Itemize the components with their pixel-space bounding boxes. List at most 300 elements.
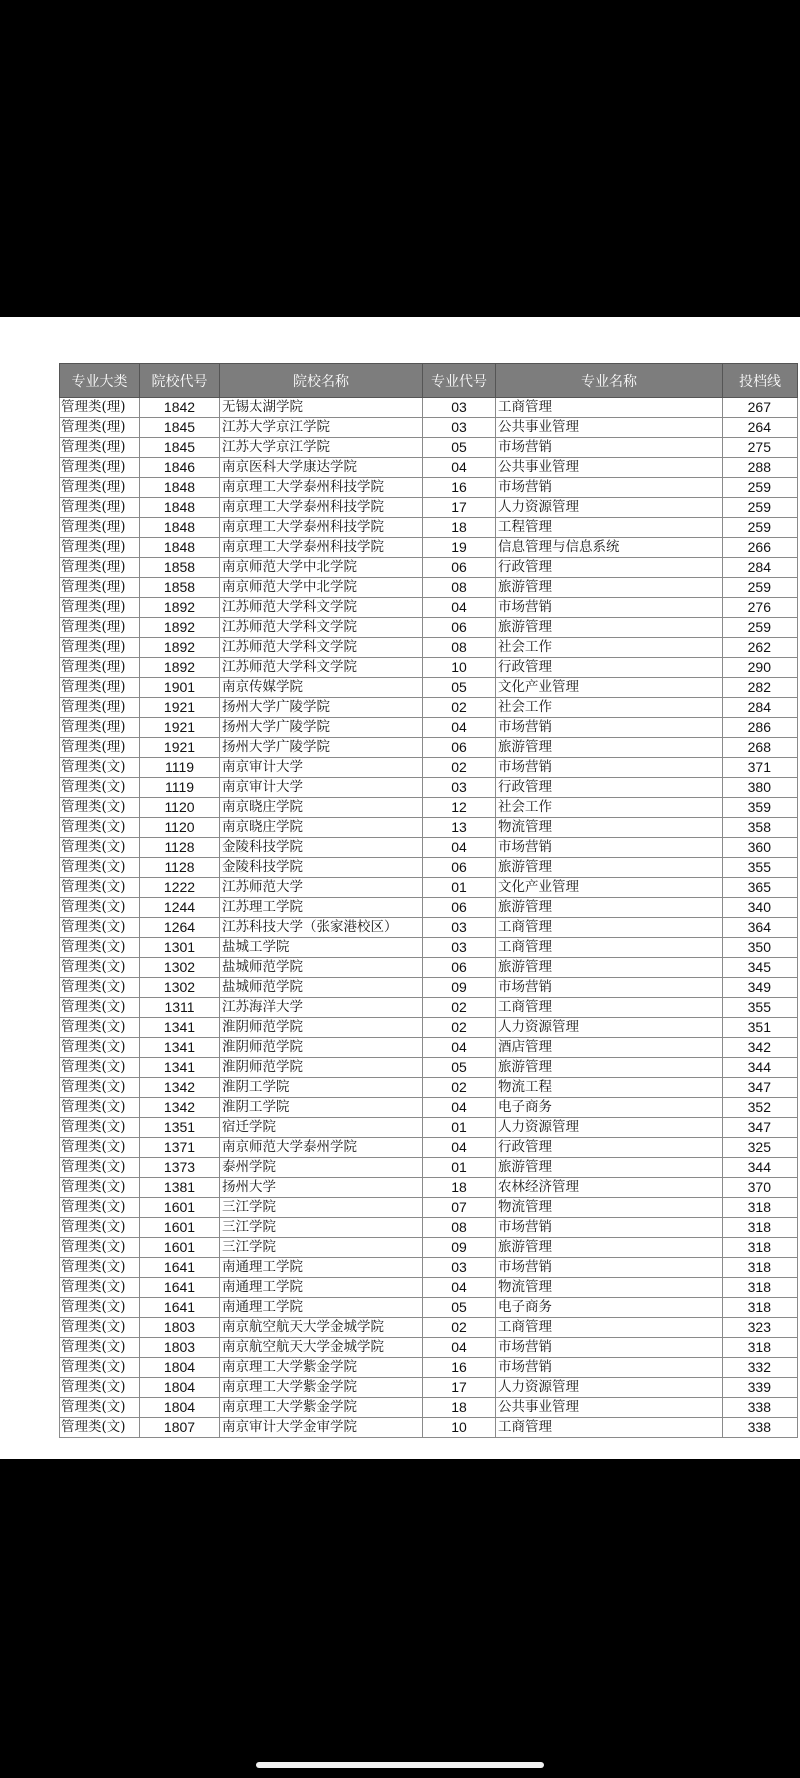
- major-code-cell: 05: [423, 1298, 496, 1318]
- table-row: [60, 1418, 798, 1438]
- major-code-cell: 04: [423, 838, 496, 858]
- score-cell: 359: [723, 798, 798, 818]
- school-name-cell: 盐城师范学院: [220, 958, 423, 978]
- major-name-cell: 市场营销: [496, 1358, 723, 1378]
- table-row: [60, 978, 798, 998]
- major-name-cell: 酒店管理: [496, 1038, 723, 1058]
- major-code-cell: 04: [423, 458, 496, 478]
- score-cell: 355: [723, 858, 798, 878]
- school-name-cell: 南京审计大学: [220, 778, 423, 798]
- table-row: [60, 1278, 798, 1298]
- school-name-cell: 南京理工大学泰州科技学院: [220, 478, 423, 498]
- category-cell: 管理类(文): [60, 798, 140, 818]
- school-code-cell: 1845: [140, 438, 220, 458]
- school-name-cell: 盐城师范学院: [220, 978, 423, 998]
- major-name-cell: 市场营销: [496, 978, 723, 998]
- school-name-cell: 三江学院: [220, 1218, 423, 1238]
- major-name-cell: 电子商务: [496, 1298, 723, 1318]
- category-cell: 管理类(理): [60, 398, 140, 418]
- major-name-cell: 市场营销: [496, 1218, 723, 1238]
- major-code-cell: 17: [423, 1378, 496, 1398]
- school-name-cell: 江苏师范大学科文学院: [220, 618, 423, 638]
- table-row: [60, 1118, 798, 1138]
- category-cell: 管理类(文): [60, 1058, 140, 1078]
- school-code-cell: 1892: [140, 638, 220, 658]
- category-cell: 管理类(文): [60, 1118, 140, 1138]
- major-code-cell: 06: [423, 738, 496, 758]
- school-name-cell: 金陵科技学院: [220, 858, 423, 878]
- score-cell: 338: [723, 1398, 798, 1418]
- school-name-cell: 南京理工大学紫金学院: [220, 1378, 423, 1398]
- table-row: [60, 818, 798, 838]
- school-code-cell: 1128: [140, 838, 220, 858]
- score-cell: 262: [723, 638, 798, 658]
- school-name-cell: 江苏科技大学（张家港校区）: [220, 918, 423, 938]
- header-school-code: 院校代号: [140, 364, 220, 398]
- school-code-cell: 1921: [140, 718, 220, 738]
- table-row: [60, 1198, 798, 1218]
- category-cell: 管理类(文): [60, 1158, 140, 1178]
- table-row: [60, 418, 798, 438]
- school-name-cell: 南京理工大学泰州科技学院: [220, 538, 423, 558]
- major-code-cell: 04: [423, 1038, 496, 1058]
- school-code-cell: 1341: [140, 1038, 220, 1058]
- table-row: [60, 1078, 798, 1098]
- school-code-cell: 1381: [140, 1178, 220, 1198]
- category-cell: 管理类(文): [60, 898, 140, 918]
- major-code-cell: 18: [423, 1398, 496, 1418]
- school-name-cell: 淮阴师范学院: [220, 1038, 423, 1058]
- score-cell: 282: [723, 678, 798, 698]
- major-name-cell: 人力资源管理: [496, 1018, 723, 1038]
- major-name-cell: 行政管理: [496, 558, 723, 578]
- school-code-cell: 1128: [140, 858, 220, 878]
- major-code-cell: 01: [423, 878, 496, 898]
- major-code-cell: 18: [423, 518, 496, 538]
- major-name-cell: 文化产业管理: [496, 878, 723, 898]
- major-code-cell: 02: [423, 998, 496, 1018]
- major-code-cell: 03: [423, 918, 496, 938]
- major-code-cell: 02: [423, 758, 496, 778]
- category-cell: 管理类(文): [60, 778, 140, 798]
- school-name-cell: 盐城工学院: [220, 938, 423, 958]
- major-code-cell: 05: [423, 438, 496, 458]
- school-code-cell: 1803: [140, 1318, 220, 1338]
- school-code-cell: 1601: [140, 1238, 220, 1258]
- school-code-cell: 1848: [140, 498, 220, 518]
- school-code-cell: 1641: [140, 1278, 220, 1298]
- major-name-cell: 电子商务: [496, 1098, 723, 1118]
- major-name-cell: 旅游管理: [496, 1238, 723, 1258]
- score-cell: 268: [723, 738, 798, 758]
- score-cell: 275: [723, 438, 798, 458]
- major-name-cell: 旅游管理: [496, 1158, 723, 1178]
- major-name-cell: 市场营销: [496, 718, 723, 738]
- major-code-cell: 13: [423, 818, 496, 838]
- school-code-cell: 1120: [140, 798, 220, 818]
- major-code-cell: 12: [423, 798, 496, 818]
- school-code-cell: 1641: [140, 1258, 220, 1278]
- table-row: [60, 1338, 798, 1358]
- school-code-cell: 1601: [140, 1198, 220, 1218]
- score-cell: 355: [723, 998, 798, 1018]
- category-cell: 管理类(文): [60, 838, 140, 858]
- school-code-cell: 1342: [140, 1098, 220, 1118]
- school-code-cell: 1302: [140, 958, 220, 978]
- school-code-cell: 1119: [140, 758, 220, 778]
- table-body: [60, 398, 798, 1438]
- school-code-cell: 1858: [140, 578, 220, 598]
- score-cell: 318: [723, 1338, 798, 1358]
- table-row: [60, 598, 798, 618]
- table-row: [60, 1018, 798, 1038]
- category-cell: 管理类(文): [60, 1298, 140, 1318]
- category-cell: 管理类(理): [60, 478, 140, 498]
- score-cell: 259: [723, 498, 798, 518]
- category-cell: 管理类(理): [60, 498, 140, 518]
- score-cell: 318: [723, 1198, 798, 1218]
- score-cell: 358: [723, 818, 798, 838]
- school-name-cell: 南通理工学院: [220, 1258, 423, 1278]
- table-header-row: [60, 364, 798, 398]
- category-cell: 管理类(文): [60, 1198, 140, 1218]
- category-cell: 管理类(理): [60, 538, 140, 558]
- category-cell: 管理类(文): [60, 918, 140, 938]
- score-cell: 276: [723, 598, 798, 618]
- school-code-cell: 1892: [140, 598, 220, 618]
- score-cell: 380: [723, 778, 798, 798]
- score-cell: 339: [723, 1378, 798, 1398]
- major-name-cell: 社会工作: [496, 698, 723, 718]
- table-row: [60, 718, 798, 738]
- table-row: [60, 798, 798, 818]
- category-cell: 管理类(文): [60, 1278, 140, 1298]
- category-cell: 管理类(理): [60, 698, 140, 718]
- major-code-cell: 02: [423, 698, 496, 718]
- school-name-cell: 南京审计大学: [220, 758, 423, 778]
- school-code-cell: 1846: [140, 458, 220, 478]
- score-cell: 340: [723, 898, 798, 918]
- school-name-cell: 南京理工大学紫金学院: [220, 1358, 423, 1378]
- school-name-cell: 南京师范大学中北学院: [220, 558, 423, 578]
- table-row: [60, 578, 798, 598]
- table-row: [60, 698, 798, 718]
- category-cell: 管理类(文): [60, 998, 140, 1018]
- home-indicator: [256, 1762, 544, 1768]
- table-row: [60, 1038, 798, 1058]
- major-code-cell: 05: [423, 678, 496, 698]
- score-cell: 349: [723, 978, 798, 998]
- category-cell: 管理类(文): [60, 978, 140, 998]
- score-cell: 259: [723, 518, 798, 538]
- school-name-cell: 南通理工学院: [220, 1278, 423, 1298]
- table-row: [60, 638, 798, 658]
- major-code-cell: 04: [423, 1338, 496, 1358]
- school-name-cell: 江苏师范大学科文学院: [220, 598, 423, 618]
- school-code-cell: 1342: [140, 1078, 220, 1098]
- major-code-cell: 05: [423, 1058, 496, 1078]
- major-code-cell: 18: [423, 1178, 496, 1198]
- major-code-cell: 03: [423, 398, 496, 418]
- category-cell: 管理类(文): [60, 758, 140, 778]
- major-name-cell: 市场营销: [496, 758, 723, 778]
- major-code-cell: 03: [423, 418, 496, 438]
- major-code-cell: 19: [423, 538, 496, 558]
- school-name-cell: 南通理工学院: [220, 1298, 423, 1318]
- school-code-cell: 1264: [140, 918, 220, 938]
- table-row: [60, 1238, 798, 1258]
- major-code-cell: 01: [423, 1118, 496, 1138]
- score-cell: 284: [723, 698, 798, 718]
- school-code-cell: 1311: [140, 998, 220, 1018]
- category-cell: 管理类(理): [60, 418, 140, 438]
- major-code-cell: 16: [423, 478, 496, 498]
- score-cell: 371: [723, 758, 798, 778]
- major-code-cell: 10: [423, 658, 496, 678]
- table-row: [60, 658, 798, 678]
- category-cell: 管理类(文): [60, 1238, 140, 1258]
- score-cell: 266: [723, 538, 798, 558]
- category-cell: 管理类(文): [60, 1258, 140, 1278]
- table-row: [60, 1298, 798, 1318]
- major-code-cell: 10: [423, 1418, 496, 1438]
- category-cell: 管理类(理): [60, 718, 140, 738]
- score-cell: 318: [723, 1298, 798, 1318]
- major-code-cell: 04: [423, 718, 496, 738]
- category-cell: 管理类(文): [60, 1138, 140, 1158]
- school-code-cell: 1804: [140, 1358, 220, 1378]
- table-row: [60, 1358, 798, 1378]
- school-name-cell: 淮阴师范学院: [220, 1058, 423, 1078]
- major-name-cell: 工商管理: [496, 1318, 723, 1338]
- school-code-cell: 1848: [140, 478, 220, 498]
- school-name-cell: 江苏师范大学科文学院: [220, 638, 423, 658]
- major-code-cell: 06: [423, 898, 496, 918]
- school-code-cell: 1351: [140, 1118, 220, 1138]
- table-row: [60, 858, 798, 878]
- table-row: [60, 1058, 798, 1078]
- major-name-cell: 旅游管理: [496, 858, 723, 878]
- major-name-cell: 工商管理: [496, 938, 723, 958]
- school-code-cell: 1892: [140, 658, 220, 678]
- school-name-cell: 扬州大学广陵学院: [220, 718, 423, 738]
- school-name-cell: 南京航空航天大学金城学院: [220, 1318, 423, 1338]
- table-row: [60, 518, 798, 538]
- major-code-cell: 04: [423, 1098, 496, 1118]
- table-row: [60, 1398, 798, 1418]
- school-code-cell: 1892: [140, 618, 220, 638]
- major-name-cell: 公共事业管理: [496, 458, 723, 478]
- school-code-cell: 1371: [140, 1138, 220, 1158]
- major-name-cell: 文化产业管理: [496, 678, 723, 698]
- major-code-cell: 01: [423, 1158, 496, 1178]
- school-name-cell: 江苏海洋大学: [220, 998, 423, 1018]
- category-cell: 管理类(理): [60, 678, 140, 698]
- major-code-cell: 06: [423, 958, 496, 978]
- school-code-cell: 1842: [140, 398, 220, 418]
- table-row: [60, 1258, 798, 1278]
- school-code-cell: 1120: [140, 818, 220, 838]
- major-code-cell: 09: [423, 1238, 496, 1258]
- school-code-cell: 1302: [140, 978, 220, 998]
- major-name-cell: 旅游管理: [496, 898, 723, 918]
- major-name-cell: 市场营销: [496, 1338, 723, 1358]
- major-name-cell: 市场营销: [496, 478, 723, 498]
- school-name-cell: 南京理工大学紫金学院: [220, 1398, 423, 1418]
- major-name-cell: 工商管理: [496, 398, 723, 418]
- table-row: [60, 438, 798, 458]
- table-row: [60, 458, 798, 478]
- school-name-cell: 南京航空航天大学金城学院: [220, 1338, 423, 1358]
- school-code-cell: 1222: [140, 878, 220, 898]
- category-cell: 管理类(文): [60, 878, 140, 898]
- score-cell: 370: [723, 1178, 798, 1198]
- table-row: [60, 1378, 798, 1398]
- score-cell: 259: [723, 618, 798, 638]
- major-name-cell: 市场营销: [496, 438, 723, 458]
- major-name-cell: 物流管理: [496, 818, 723, 838]
- header-score-line: 投档线: [723, 364, 798, 398]
- school-name-cell: 南京晓庄学院: [220, 798, 423, 818]
- major-code-cell: 17: [423, 498, 496, 518]
- major-code-cell: 02: [423, 1018, 496, 1038]
- school-name-cell: 无锡太湖学院: [220, 398, 423, 418]
- score-cell: 344: [723, 1158, 798, 1178]
- major-name-cell: 市场营销: [496, 838, 723, 858]
- major-code-cell: 03: [423, 778, 496, 798]
- category-cell: 管理类(文): [60, 938, 140, 958]
- major-code-cell: 08: [423, 578, 496, 598]
- school-name-cell: 三江学院: [220, 1238, 423, 1258]
- major-name-cell: 公共事业管理: [496, 418, 723, 438]
- school-name-cell: 江苏大学京江学院: [220, 438, 423, 458]
- school-name-cell: 南京理工大学泰州科技学院: [220, 518, 423, 538]
- major-name-cell: 旅游管理: [496, 738, 723, 758]
- score-cell: 323: [723, 1318, 798, 1338]
- score-cell: 352: [723, 1098, 798, 1118]
- score-cell: 364: [723, 918, 798, 938]
- school-name-cell: 淮阴师范学院: [220, 1018, 423, 1038]
- school-name-cell: 金陵科技学院: [220, 838, 423, 858]
- school-code-cell: 1244: [140, 898, 220, 918]
- score-cell: 318: [723, 1238, 798, 1258]
- school-name-cell: 江苏师范大学科文学院: [220, 658, 423, 678]
- category-cell: 管理类(文): [60, 1018, 140, 1038]
- school-code-cell: 1301: [140, 938, 220, 958]
- document-photo: [0, 317, 800, 1459]
- school-code-cell: 1858: [140, 558, 220, 578]
- school-name-cell: 江苏理工学院: [220, 898, 423, 918]
- school-code-cell: 1921: [140, 738, 220, 758]
- school-code-cell: 1804: [140, 1378, 220, 1398]
- score-cell: 318: [723, 1218, 798, 1238]
- category-cell: 管理类(理): [60, 658, 140, 678]
- category-cell: 管理类(理): [60, 598, 140, 618]
- category-cell: 管理类(文): [60, 1398, 140, 1418]
- score-cell: 267: [723, 398, 798, 418]
- admission-score-table: [59, 363, 798, 1438]
- table-row: [60, 498, 798, 518]
- major-name-cell: 工商管理: [496, 918, 723, 938]
- header-school-name: 院校名称: [220, 364, 423, 398]
- school-name-cell: 泰州学院: [220, 1158, 423, 1178]
- school-name-cell: 江苏师范大学: [220, 878, 423, 898]
- table-row: [60, 1098, 798, 1118]
- school-name-cell: 南京师范大学中北学院: [220, 578, 423, 598]
- score-cell: 365: [723, 878, 798, 898]
- major-name-cell: 人力资源管理: [496, 1118, 723, 1138]
- major-code-cell: 04: [423, 1138, 496, 1158]
- major-name-cell: 旅游管理: [496, 618, 723, 638]
- major-code-cell: 04: [423, 598, 496, 618]
- table-row: [60, 398, 798, 418]
- category-cell: 管理类(文): [60, 858, 140, 878]
- score-cell: 325: [723, 1138, 798, 1158]
- table-row: [60, 758, 798, 778]
- table-row: [60, 1318, 798, 1338]
- major-code-cell: 07: [423, 1198, 496, 1218]
- school-name-cell: 淮阴工学院: [220, 1098, 423, 1118]
- major-name-cell: 旅游管理: [496, 578, 723, 598]
- school-code-cell: 1373: [140, 1158, 220, 1178]
- category-cell: 管理类(文): [60, 1178, 140, 1198]
- major-name-cell: 工程管理: [496, 518, 723, 538]
- school-name-cell: 南京传媒学院: [220, 678, 423, 698]
- school-code-cell: 1845: [140, 418, 220, 438]
- school-code-cell: 1807: [140, 1418, 220, 1438]
- table-row: [60, 958, 798, 978]
- major-name-cell: 市场营销: [496, 598, 723, 618]
- school-name-cell: 扬州大学广陵学院: [220, 738, 423, 758]
- category-cell: 管理类(文): [60, 1318, 140, 1338]
- score-cell: 288: [723, 458, 798, 478]
- score-cell: 347: [723, 1078, 798, 1098]
- header-major-name: 专业名称: [496, 364, 723, 398]
- category-cell: 管理类(理): [60, 438, 140, 458]
- major-code-cell: 08: [423, 638, 496, 658]
- category-cell: 管理类(文): [60, 1358, 140, 1378]
- major-name-cell: 社会工作: [496, 798, 723, 818]
- school-name-cell: 南京理工大学泰州科技学院: [220, 498, 423, 518]
- score-cell: 342: [723, 1038, 798, 1058]
- score-cell: 284: [723, 558, 798, 578]
- table-row: [60, 918, 798, 938]
- major-code-cell: 02: [423, 1078, 496, 1098]
- category-cell: 管理类(文): [60, 958, 140, 978]
- category-cell: 管理类(文): [60, 1038, 140, 1058]
- school-name-cell: 南京审计大学金审学院: [220, 1418, 423, 1438]
- major-name-cell: 行政管理: [496, 1138, 723, 1158]
- major-code-cell: 03: [423, 1258, 496, 1278]
- table-row: [60, 538, 798, 558]
- table-row: [60, 998, 798, 1018]
- category-cell: 管理类(理): [60, 558, 140, 578]
- score-cell: 290: [723, 658, 798, 678]
- major-name-cell: 物流管理: [496, 1278, 723, 1298]
- category-cell: 管理类(文): [60, 1418, 140, 1438]
- score-cell: 264: [723, 418, 798, 438]
- school-code-cell: 1641: [140, 1298, 220, 1318]
- category-cell: 管理类(文): [60, 1338, 140, 1358]
- major-code-cell: 02: [423, 1318, 496, 1338]
- category-cell: 管理类(理): [60, 618, 140, 638]
- major-name-cell: 旅游管理: [496, 958, 723, 978]
- table-row: [60, 878, 798, 898]
- school-name-cell: 扬州大学: [220, 1178, 423, 1198]
- table-row: [60, 838, 798, 858]
- school-code-cell: 1601: [140, 1218, 220, 1238]
- category-cell: 管理类(理): [60, 518, 140, 538]
